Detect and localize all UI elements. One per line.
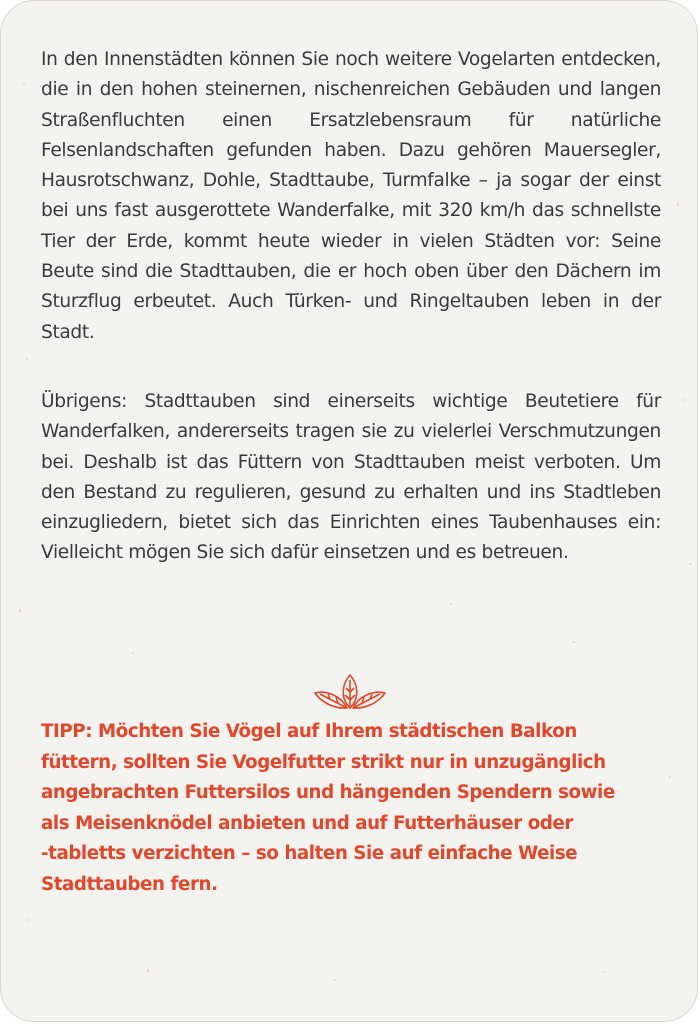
- paper-speckle: [147, 969, 149, 972]
- tip-line: -tabletts verzichten – so halten Sie auf einfache Weise: [41, 843, 578, 864]
- paper-speckle: [689, 563, 691, 565]
- paper-speckle: [684, 399, 686, 401]
- tip-line: angebrachten Futtersilos und hängenden Spendern sowie: [41, 782, 615, 803]
- three-leaves-icon: [312, 672, 388, 712]
- tip-line: als Meisenknödel anbieten und auf Futterhäuser oder: [41, 812, 573, 834]
- paper-speckle: [450, 603, 452, 605]
- paper-speckle: [603, 971, 605, 973]
- paper-speckle: [573, 641, 575, 643]
- tip-line: füttern, sollten Sie Vogelfutter strikt nur in unzugänglich: [41, 751, 606, 773]
- paper-speckle: [19, 609, 21, 612]
- tip-line: Stadttauben fern.: [41, 873, 218, 895]
- paper-speckle: [677, 203, 679, 206]
- paper-speckle: [334, 979, 336, 981]
- tip-box: [41, 717, 661, 900]
- paper-speckle: [23, 83, 25, 85]
- tip-line: TIPP: Möchten Sie Vögel auf Ihrem städtischen Balkon: [41, 721, 577, 742]
- paper-speckle: [26, 358, 28, 360]
- paper-speckle: [132, 652, 134, 654]
- paper-speckle: [28, 919, 30, 921]
- paragraph-city-birds: In den Innenstädten können Sie noch weitere Vogelarten entdecken, die in den hohen steinernen, nischenreichen Gebäuden und langen Straßenfluchten einen Ersatzlebensraum für natürliche Felsenlandschaften gefunden haben. Dazu gehören Mauersegler, Hausrotschwanz, Dohle, Stadttaube, Turmfalke – ja sogar der einst bei uns fast ausgerottete Wanderfalke, mit 320 km/h das schnellste Tier der Erde, kommt heute wieder in vielen Städten vor: Seine Beute sind die Stadttauben, die er hoch oben über den Dächern im Sturzflug erbeutet. Auch Türken- und Ringeltauben leben in der Stadt.: [41, 49, 661, 343]
- paper-speckle: [669, 776, 671, 778]
- paragraph-city-pigeons: Übrigens: Stadttauben sind einerseits wichtige Beutetiere für Wanderfalken, andererseits tragen sie zu vielerlei Verschmutzungen bei. Deshalb ist das Füttern von Stadttauben meist verboten. Um den Bestand zu regulieren, gesund zu erhalten und ins Stadtleben einzugliedern, bietet sich das Einrichten eines Taubenhauses ein: Vielleicht mögen Sie sich dafür einsetzen und es betreuen.: [41, 391, 661, 564]
